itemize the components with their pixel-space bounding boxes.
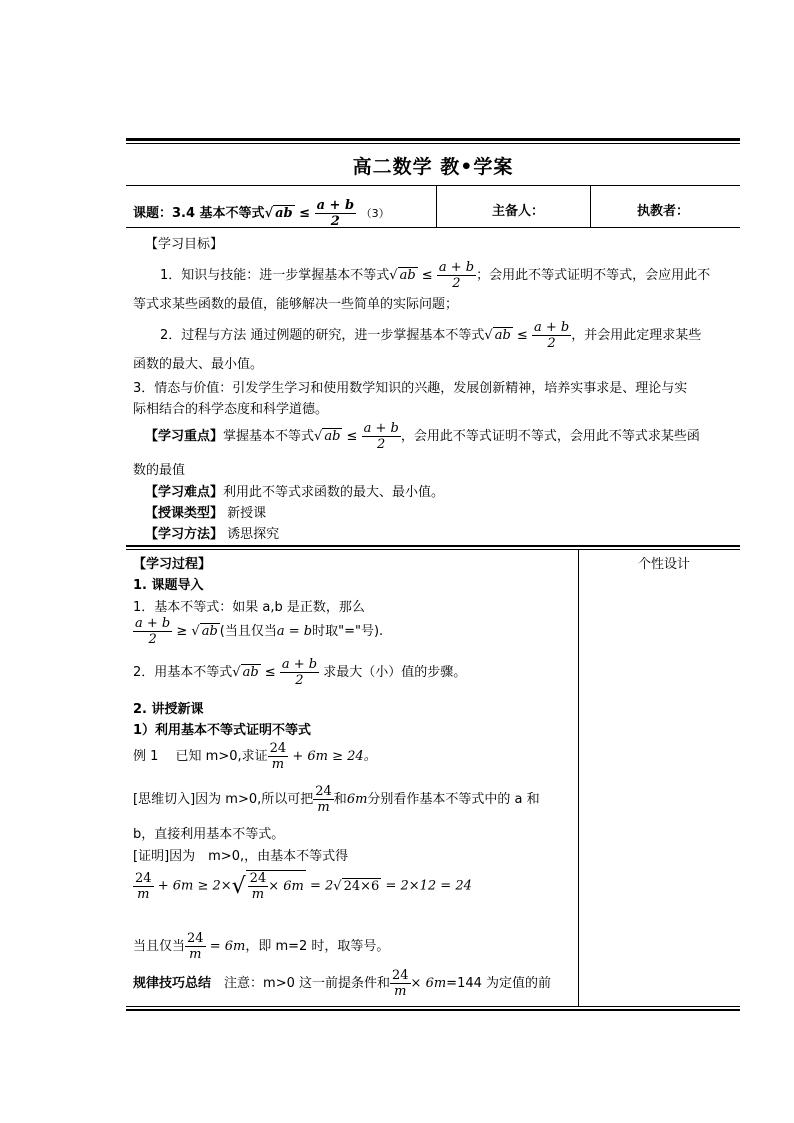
frac-24-over-m: $\frac{24}{m}$ (392, 968, 409, 999)
process-heading: 【学习过程】 (133, 557, 212, 572)
example-1 (133, 741, 377, 772)
summary-label: 规律技巧总结 (133, 976, 212, 991)
thinking-and: 和 (333, 792, 347, 807)
objective-1-prefix: 1．知识与技能：进一步掌握基本不等式 (160, 268, 390, 283)
frac-24-over-m: $\frac{24}{m}$ (269, 741, 287, 772)
process-top-border-2 (126, 549, 740, 550)
sqrt-ab: √ ab (191, 624, 218, 639)
frac-a-plus-b-over-2: $\frac{a + b}{2}$ (281, 657, 318, 688)
top-thick-rule (126, 138, 740, 141)
frac-a-plus-b-over-2: $\frac{a + b}{2}$ (533, 320, 570, 351)
method (145, 523, 279, 542)
basic-inequality-formula: $\frac{a + b}{2}$ ≥ √ ab (当且仅当a = b时取"="号). (135, 616, 384, 647)
frac-a-plus-b-over-2: $\frac{a + b}{2}$ (316, 198, 355, 229)
basic-inequality-intro: 1．基本不等式：如果 a,b 是正数，那么 (133, 600, 365, 615)
frac-24-over-m: $\frac{24}{m}$ (315, 784, 332, 815)
objective-3: 3．情态与价值：引发学生学习和使用数学知识的兴趣，发展创新精神，培养实事求是、理论与实 (133, 381, 688, 396)
info-row-divider-2 (590, 185, 591, 227)
objective-1-suffix: ；会用此不等式证明不等式，会应用此不 (476, 268, 711, 283)
sqrt-ab: √ ab (389, 268, 416, 283)
top-thin-rule (126, 143, 740, 144)
sqrt-ab: √ ab (314, 429, 341, 444)
topic-cell: 课题：3.4 基本不等式√ ab ≤ $\frac{a + b}{2}$ （3） (133, 198, 390, 229)
frac-a-plus-b-over-2: $\frac{a + b}{2}$ (363, 421, 399, 452)
preparer-label: 主备人： (492, 204, 545, 219)
key-points: 【学习重点】掌握基本不等式√ ab ≤ $\frac{a + b}{2}$ ，会用此不等式证明不等式，会用此不等式求某些函 (145, 421, 700, 452)
thinking-prefix: [思维切入]因为 m>0,所以可把 (133, 792, 314, 807)
objective-1-cont: 等式求某些函数的最值，能够解决一些简单的实际问题； (133, 297, 459, 312)
equality-when-suffix: ，即 m=2 时，取等号。 (245, 939, 390, 954)
a-equals-b: a = b (276, 624, 313, 639)
process-column-divider (578, 549, 579, 1006)
process-top-border (126, 545, 740, 547)
objective-1: 1．知识与技能：进一步掌握基本不等式√ ab ≤ $\frac{a + b}{2}$ ；会用此不等式证明不等式，会应用此不 (160, 260, 711, 291)
summary: 规律技巧总结 注意：m>0 这一前提条件和 $\frac{24}{m}$ × 6m=144 为定值的前 (133, 968, 552, 999)
key-points-suffix: ，会用此不等式证明不等式，会用此不等式求某些函 (400, 429, 700, 444)
thinking-cont: b，直接利用基本不等式。 (133, 827, 285, 842)
difficulty (145, 481, 444, 500)
sqrt-24-times-6: √ 24×6 (333, 878, 380, 894)
example-1-prefix: 例 1 已知 m>0,求证 (133, 749, 268, 764)
difficulty-text: 利用此不等式求函数的最大、最小值。 (223, 485, 445, 500)
steps-item: 2．用基本不等式√ ab ≤ $\frac{a + b}{2}$ 求最大（小）值的步骤。 (133, 657, 467, 688)
objective-2: 2．过程与方法 通过例题的研究，进一步掌握基本不等式√ ab ≤ $\frac{a + b}{2}$ ，并会用此定理求某些 (160, 320, 702, 351)
steps-prefix: 2．用基本不等式 (133, 665, 233, 680)
topic-suffix: （3） (360, 207, 390, 220)
key-points-prefix: 掌握基本不等式 (223, 429, 315, 444)
objective-2-prefix: 2．过程与方法 通过例题的研究，进一步掌握基本不等式 (160, 328, 485, 343)
equality-when-prefix: 当且仅当 (133, 939, 186, 954)
info-row-divider-1 (436, 185, 437, 227)
proof-intro: [证明]因为 m>0,，由基本不等式得 (133, 849, 349, 864)
process-bottom-border (126, 1006, 740, 1007)
sqrt-24-over-m-times-6m: √ (231, 873, 246, 899)
thinking-entry (133, 784, 540, 815)
example-1-expr: + 6m ≥ 24。 (292, 749, 377, 764)
sqrt-ab: √ ab (264, 206, 293, 221)
difficulty-label: 【学习难点】 (145, 485, 224, 500)
equality-when: 当且仅当 $\frac{24}{m}$ = 6m，即 m=2 时，取等号。 (133, 931, 390, 962)
thinking-suffix: 分别看作基本不等式中的 a 和 (367, 792, 540, 807)
section-2-subheading: 1）利用基本不等式证明不等式 (133, 723, 312, 738)
proof-equation: $\frac{24}{m}$ + 6m ≥ 2×√ $\frac{24}{m}$ × 6m = 2√ 24×6 = 2×12 = 24 (135, 870, 472, 902)
key-points-cont: 数的最值 (133, 463, 186, 478)
method-text: 诱思探究 (227, 527, 280, 542)
sqrt-ab: √ ab (232, 665, 259, 680)
equality-condition-prefix: (当且仅当 (219, 624, 277, 639)
topic-label: 课题：3.4 基本不等式 (133, 206, 265, 221)
method-label: 【学习方法】 (145, 527, 224, 542)
teacher-label: 执教者： (637, 204, 690, 219)
lesson-type-text: 新授课 (227, 506, 267, 521)
summary-prefix: 注意：m>0 这一前提条件和 (224, 976, 390, 991)
lesson-type (145, 502, 266, 521)
objective-2-cont: 函数的最大、最小值。 (133, 357, 264, 372)
summary-suffix: =144 为定值的前 (446, 976, 552, 991)
key-points-label: 【学习重点】 (145, 429, 224, 444)
frac-a-plus-b-over-2: $\frac{a + b}{2}$ (438, 260, 475, 291)
personal-design-heading: 个性设计 (638, 557, 691, 572)
lesson-type-label: 【授课类型】 (145, 506, 224, 521)
objectives-heading: 【学习目标】 (145, 237, 224, 252)
process-bottom-border-2 (126, 1009, 740, 1011)
objective-3-cont: 际相结合的科学态度和科学道德。 (133, 402, 329, 417)
frac-24-over-m: $\frac{24}{m}$ (187, 931, 204, 962)
six-m: 6m (346, 792, 368, 807)
info-row-top-border (126, 185, 740, 186)
equality-condition-suffix: 时取"="号). (312, 624, 384, 639)
section-2-heading: 2. 讲授新课 (133, 702, 204, 717)
frac-24-over-m: $\frac{24}{m}$ (135, 870, 152, 902)
section-1-heading: 1. 课题导入 (133, 578, 204, 593)
objective-2-suffix: ，并会用此定理求某些 (571, 328, 702, 343)
sqrt-ab: √ ab (484, 328, 511, 343)
frac-a-plus-b-over-2: $\frac{a + b}{2}$ (135, 616, 171, 647)
page-title: 高二数学 教•学案 (352, 156, 514, 178)
steps-suffix: 求最大（小）值的步骤。 (323, 665, 467, 680)
